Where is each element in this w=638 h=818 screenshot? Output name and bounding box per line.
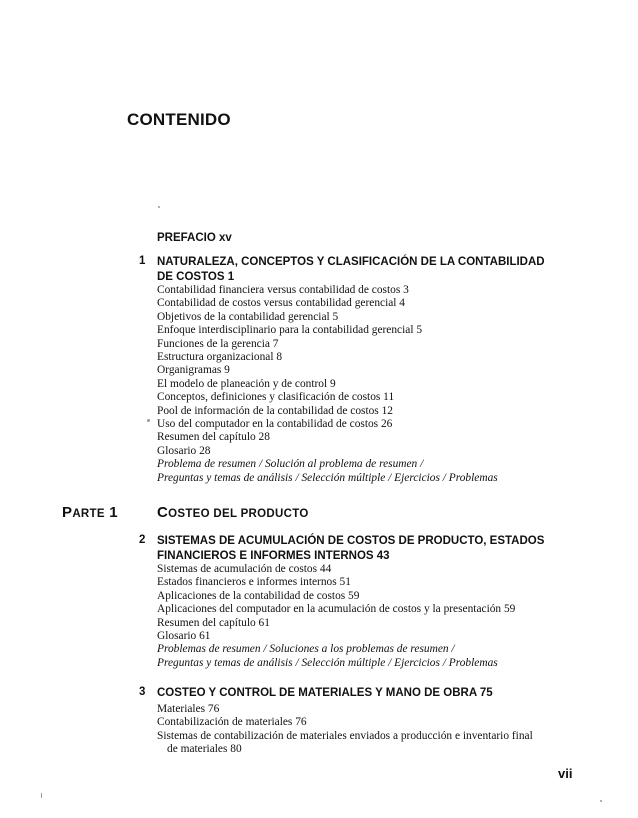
toc-exercises-line: Preguntas y temas de análisis / Selección múltiple / Ejercicios / Problemas (157, 656, 498, 669)
toc-entry: Funciones de la gerencia 7 (157, 337, 279, 350)
toc-exercises-line: Problema de resumen / Solución al problema de resumen / (157, 458, 424, 471)
toc-entry: Sistemas de acumulación de costos 44 (157, 563, 332, 575)
toc-exercises-line: Preguntas y temas de análisis / Selección múltiple / Ejercicios / Problemas (157, 471, 498, 484)
toc-entry: Pool de información de la contabilidad de costos 12 (157, 404, 393, 417)
chapter-title: SISTEMAS DE ACUMULACIÓN DE COSTOS DE PRODUCTO, ESTADOS FINANCIEROS E INFORMES INTERNOS 43 (157, 535, 545, 562)
toc-entry: Aplicaciones del computador en la acumulación de costos y la presentación 59 (157, 603, 516, 616)
toc-entry: Enfoque interdisciplinario para la contabilidad gerencial 5 (157, 324, 423, 337)
scan-speck (158, 206, 160, 208)
toc-entry: Estados financieros e informes internos 51 (157, 576, 351, 589)
chapter-number: 1 (139, 255, 146, 267)
toc-entry: Contabilidad de costos versus contabilidad gerencial 4 (157, 297, 405, 310)
toc-entry: Contabilidad financiera versus contabilidad de costos 3 (157, 284, 409, 296)
toc-entry: Glosario 61 (157, 630, 211, 643)
preface-entry: PREFACIO xv (157, 232, 232, 244)
scan-speck (147, 419, 150, 422)
page-number: vii (558, 766, 573, 781)
toc-entry: El modelo de planeación y de control 9 (157, 377, 336, 390)
chapter-title: COSTEO Y CONTROL DE MATERIALES Y MANO DE OBRA 75 (157, 687, 493, 699)
chapter-number: 3 (139, 686, 146, 698)
toc-entry: Sistemas de contabilización de materiales enviados a producción e inventario final de materiales 80 (157, 729, 533, 756)
scan-speck (41, 793, 42, 798)
toc-entry: Objetivos de la contabilidad gerencial 5 (157, 310, 339, 323)
toc-entry: Conceptos, definiciones y clasificación de costos 11 (157, 391, 395, 404)
page-title: CONTENIDO (127, 110, 231, 129)
toc-entry: Aplicaciones de la contabilidad de costos 59 (157, 589, 360, 602)
toc-entry: Glosario 28 (157, 444, 211, 457)
chapter-1-entries (157, 284, 557, 485)
chapter-3-entries (157, 703, 557, 757)
chapter-number: 2 (139, 534, 146, 546)
part-number: 1 (109, 504, 118, 521)
part-label: PARTE 1 (62, 504, 118, 521)
chapter-2-entries (157, 563, 557, 670)
toc-entry: Contabilización de materiales 76 (157, 716, 307, 729)
toc-entry: Uso del computador en la contabilidad de costos 26 (157, 418, 393, 431)
toc-entry: Estructura organizacional 8 (157, 351, 283, 364)
scan-speck (600, 800, 602, 802)
toc-exercises-line: Problemas de resumen / Soluciones a los problemas de resumen / (157, 643, 455, 656)
chapter-title: NATURALEZA, CONCEPTOS Y CLASIFICACIÓN DE LA CONTABILIDAD DE COSTOS 1 (157, 256, 545, 283)
toc-entry: Organigramas 9 (157, 364, 230, 377)
toc-entry: Materiales 76 (157, 703, 220, 715)
part-title: COSTEO DEL PRODUCTO (157, 504, 309, 521)
toc-entry: Resumen del capítulo 61 (157, 616, 270, 629)
toc-entry: Resumen del capítulo 28 (157, 431, 270, 444)
